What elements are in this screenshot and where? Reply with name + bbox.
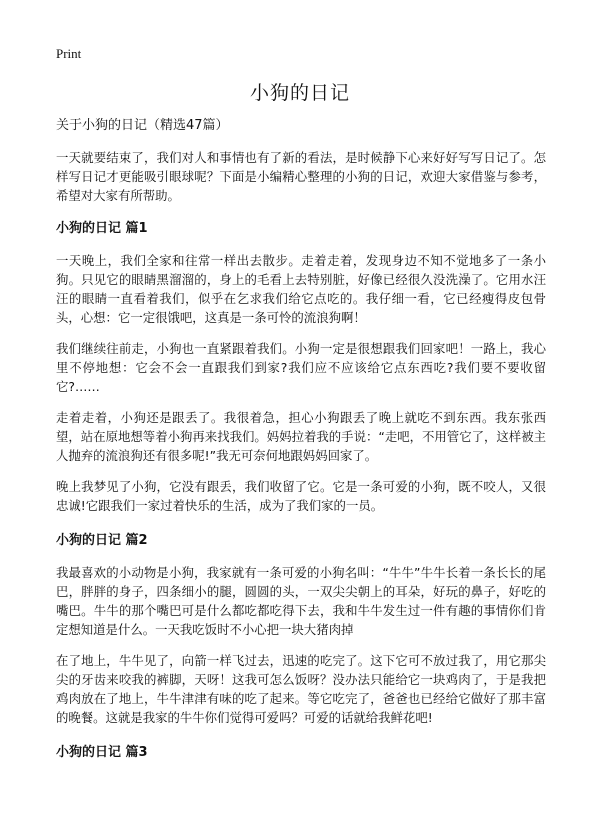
section-heading-1: 小狗的日记 篇1 bbox=[56, 221, 148, 236]
section-1-paragraph: 一天晚上，我们全家和往常一样出去散步。走着走着，发现身边不知不觉地多了一条小狗。只见它的眼睛黑溜溜的，身上的毛看上去特别脏，好像已经很久没洗澡了。它用水汪汪的眼睛一直看着我们，似乎在乞求我们给它点吃的。我仔细一看，它已经瘦得皮包骨头，心想：它一定很饿吧，这真是一条可怜的流浪狗啊！ bbox=[56, 253, 546, 325]
intro-paragraph: 一天就要结束了，我们对人和事情也有了新的看法，是时候静下心来好好写写日记了。怎样写日记才更能吸引眼球呢？下面是小编精心整理的小狗的日记，欢迎大家借鉴与参考，希望对大家有所帮助。 bbox=[56, 150, 546, 203]
section-heading-2: 小狗的日记 篇2 bbox=[56, 533, 148, 548]
page-title: 小狗的日记 bbox=[249, 82, 350, 104]
print-link[interactable]: Print bbox=[56, 46, 82, 61]
section-2-paragraph: 在了地上，牛牛见了，向箭一样飞过去，迅速的吃完了。这下它可不放过我了，用它那尖尖的牙齿来咬我的裤脚，天呀！这我可怎么饭呀？没办法只能给它一块鸡肉了，于是我把鸡肉放在了地上，牛牛津津有味的吃了起来。等它吃完了，爸爸也已经给它做好了那丰富的晚餐。这就是我家的牛牛你们觉得可爱吗？可爱的话就给我鲜花吧! bbox=[56, 653, 546, 725]
section-2-paragraph: 我最喜欢的小动物是小狗，我家就有一条可爱的小狗名叫：“牛牛”牛牛长着一条长长的尾巴，胖胖的身子，四条细小的腿，圆圆的头，一双尖尖朝上的耳朵，好玩的鼻子，好吃的嘴巴。牛牛的那个嘴巴可是什么都吃都吃得下去，我和牛牛发生过一件有趣的事情你们肯定想知道是什么。一天我吃饭时不小心把一块大猪肉掉 bbox=[56, 565, 546, 637]
section-1-paragraph: 晚上我梦见了小狗，它没有跟丢，我们收留了它。它是一条可爱的小狗，既不咬人，又很忠诚!它跟我们一家过着快乐的生活，成为了我们家的一员。 bbox=[56, 479, 546, 513]
section-1-paragraph: 走着走着，小狗还是跟丢了。我很着急，担心小狗跟丢了晚上就吃不到东西。我东张西望，站在原地想等着小狗再来找我们。妈妈拉着我的手说：“走吧，不用管它了，这样被主人抛弃的流浪狗还有很多呢!”我无可奈何地跟妈妈回家了。 bbox=[56, 410, 546, 463]
article-body bbox=[56, 116, 546, 775]
article-subtitle: 关于小狗的日记（精选47篇） bbox=[56, 118, 229, 133]
section-1-paragraph: 我们继续往前走，小狗也一直紧跟着我们。小狗一定是很想跟我们回家吧！一路上，我心里不停地想：它会不会一直跟我们到家?我们应不应该给它点东西吃?我们要不要收留它?…… bbox=[56, 341, 546, 394]
section-heading-3: 小狗的日记 篇3 bbox=[56, 745, 148, 760]
